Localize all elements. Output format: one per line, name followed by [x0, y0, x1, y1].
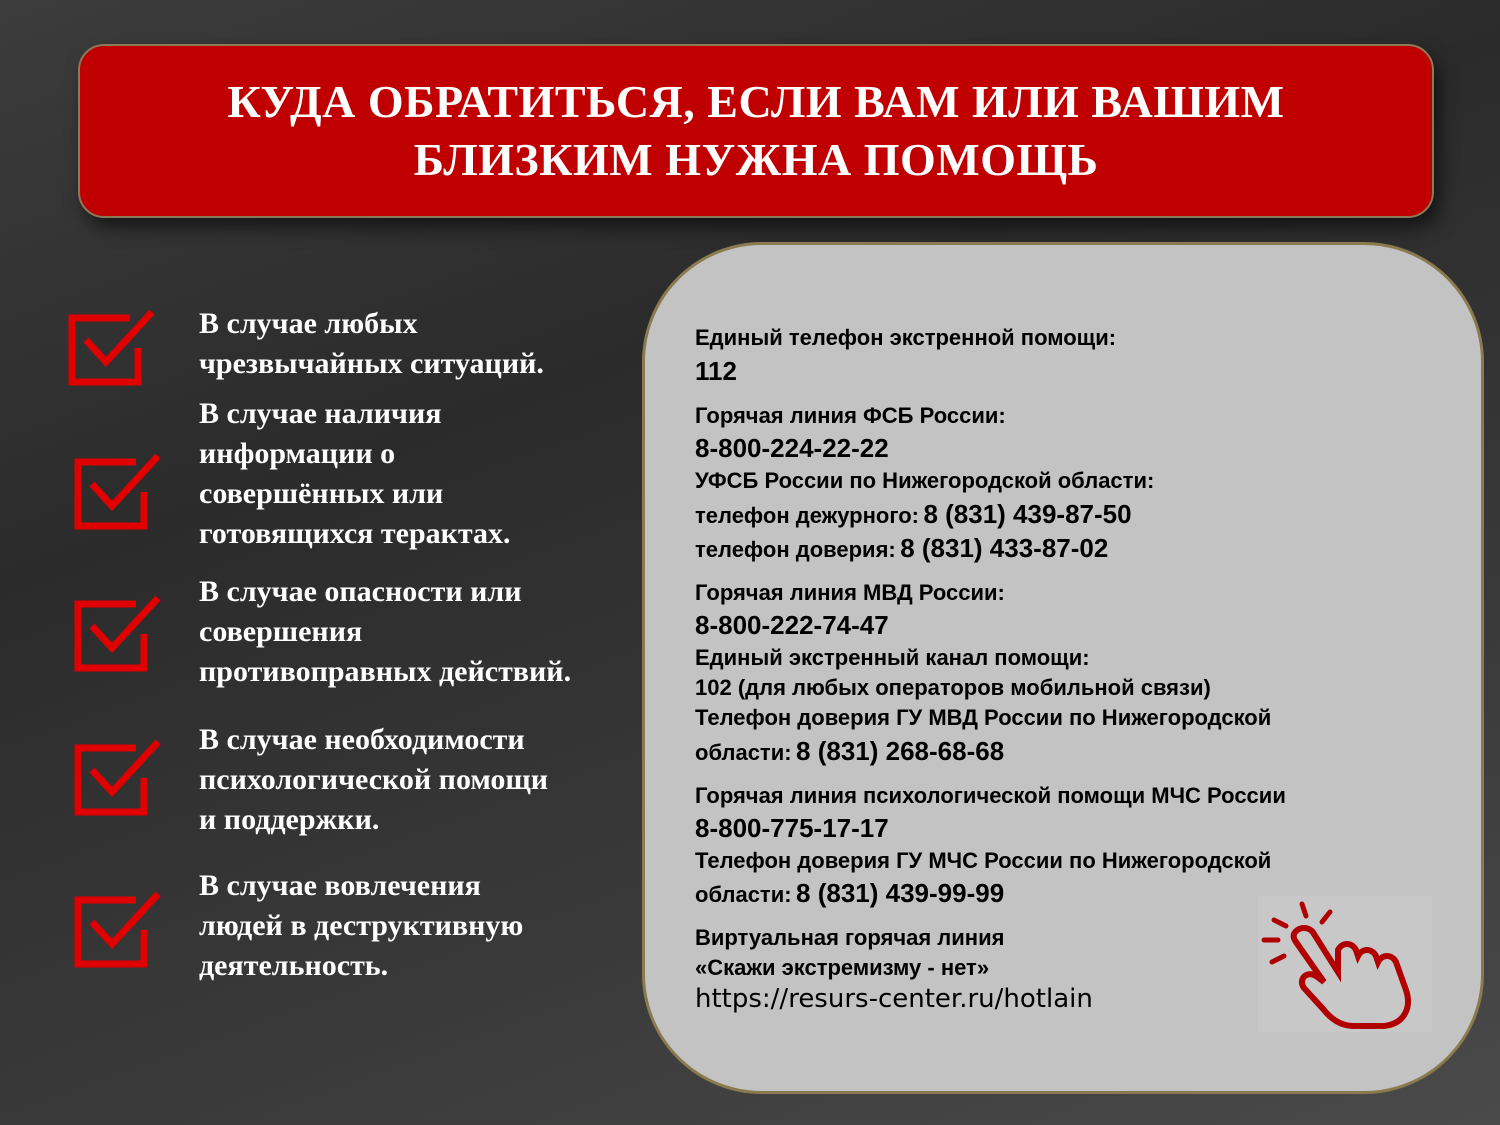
case-line: психологической помощи	[199, 763, 549, 796]
case-line: информации о	[199, 437, 396, 470]
checkbox-check-icon	[68, 304, 158, 394]
mvd-trust-line-1: Телефон доверия ГУ МВД России по Нижегородской	[695, 705, 1272, 730]
checkbox-check-icon	[74, 590, 164, 680]
case-line: чрезвычайных ситуаций.	[199, 347, 544, 380]
mvd-label: Горячая линия МВД России:	[695, 580, 1005, 605]
pointing-hand-click-icon	[1258, 896, 1432, 1032]
case-line: противоправных действий.	[199, 655, 572, 688]
mchs-trust-line-1: Телефон доверия ГУ МЧС России по Нижегородской	[695, 848, 1272, 873]
case-psychological	[199, 720, 639, 840]
case-line: совершения	[199, 615, 363, 648]
virtual-name: «Скажи экстремизму - нет»	[695, 955, 990, 980]
case-destructive	[199, 866, 639, 986]
ufsb-trust-number: 8 (831) 433-87-02	[900, 533, 1109, 563]
checkbox-check-icon	[74, 448, 164, 538]
case-line: и поддержки.	[199, 803, 380, 836]
case-terror	[199, 394, 639, 554]
ufsb-trust-label: телефон доверия:	[695, 537, 896, 562]
case-line: В случае наличия	[199, 397, 442, 430]
mvd-trust-label: области:	[695, 740, 792, 765]
title-banner	[78, 44, 1434, 218]
ufsb-duty-number: 8 (831) 439-87-50	[923, 499, 1132, 529]
page-title-line-1: КУДА ОБРАТИТЬСЯ, ЕСЛИ ВАМ ИЛИ ВАШИМ	[227, 76, 1285, 127]
mvd-channel-value: 102 (для любых операторов мобильной связи)	[695, 675, 1211, 700]
case-line: В случае любых	[199, 307, 418, 340]
case-line: В случае опасности или	[199, 575, 522, 608]
mvd-trust-number: 8 (831) 268-68-68	[796, 736, 1005, 766]
virtual-label: Виртуальная горячая линия	[695, 925, 1005, 950]
checkbox-check-icon	[74, 734, 164, 824]
virtual-url-link[interactable]: https://resurs-center.ru/hotlain	[695, 984, 1093, 1014]
ufsb-label: УФСБ России по Нижегородской области:	[695, 468, 1155, 493]
case-line: В случае вовлечения	[199, 869, 481, 902]
case-line: людей в деструктивную	[199, 909, 524, 942]
mvd-channel-label: Единый экстренный канал помощи:	[695, 645, 1090, 670]
fsb-label: Горячая линия ФСБ России:	[695, 403, 1006, 428]
emergency-label: Единый телефон экстренной помощи:	[695, 325, 1117, 350]
mchs-trust-number: 8 (831) 439-99-99	[796, 878, 1005, 908]
fsb-number: 8-800-224-22-22	[695, 433, 889, 463]
mvd-trust-line-2	[695, 734, 1004, 769]
mchs-number: 8-800-775-17-17	[695, 813, 889, 843]
case-line: совершённых или	[199, 477, 444, 510]
checkbox-check-icon	[74, 886, 164, 976]
case-line: готовящихся терактах.	[199, 517, 511, 550]
case-emergency	[199, 304, 639, 384]
ufsb-trust-line	[695, 531, 1108, 566]
case-line: деятельность.	[199, 949, 389, 982]
mchs-label: Горячая линия психологической помощи МЧС России	[695, 783, 1286, 808]
ufsb-duty-line	[695, 497, 1132, 532]
emergency-number: 112	[695, 356, 737, 386]
page-title-line-2: БЛИЗКИМ НУЖНА ПОМОЩЬ	[413, 134, 1099, 185]
case-line: В случае необходимости	[199, 723, 525, 756]
ufsb-duty-label: телефон дежурного:	[695, 503, 919, 528]
mchs-trust-line-2	[695, 876, 1004, 911]
mvd-number: 8-800-222-74-47	[695, 610, 889, 640]
mchs-trust-label: области:	[695, 882, 792, 907]
case-danger	[199, 572, 639, 692]
